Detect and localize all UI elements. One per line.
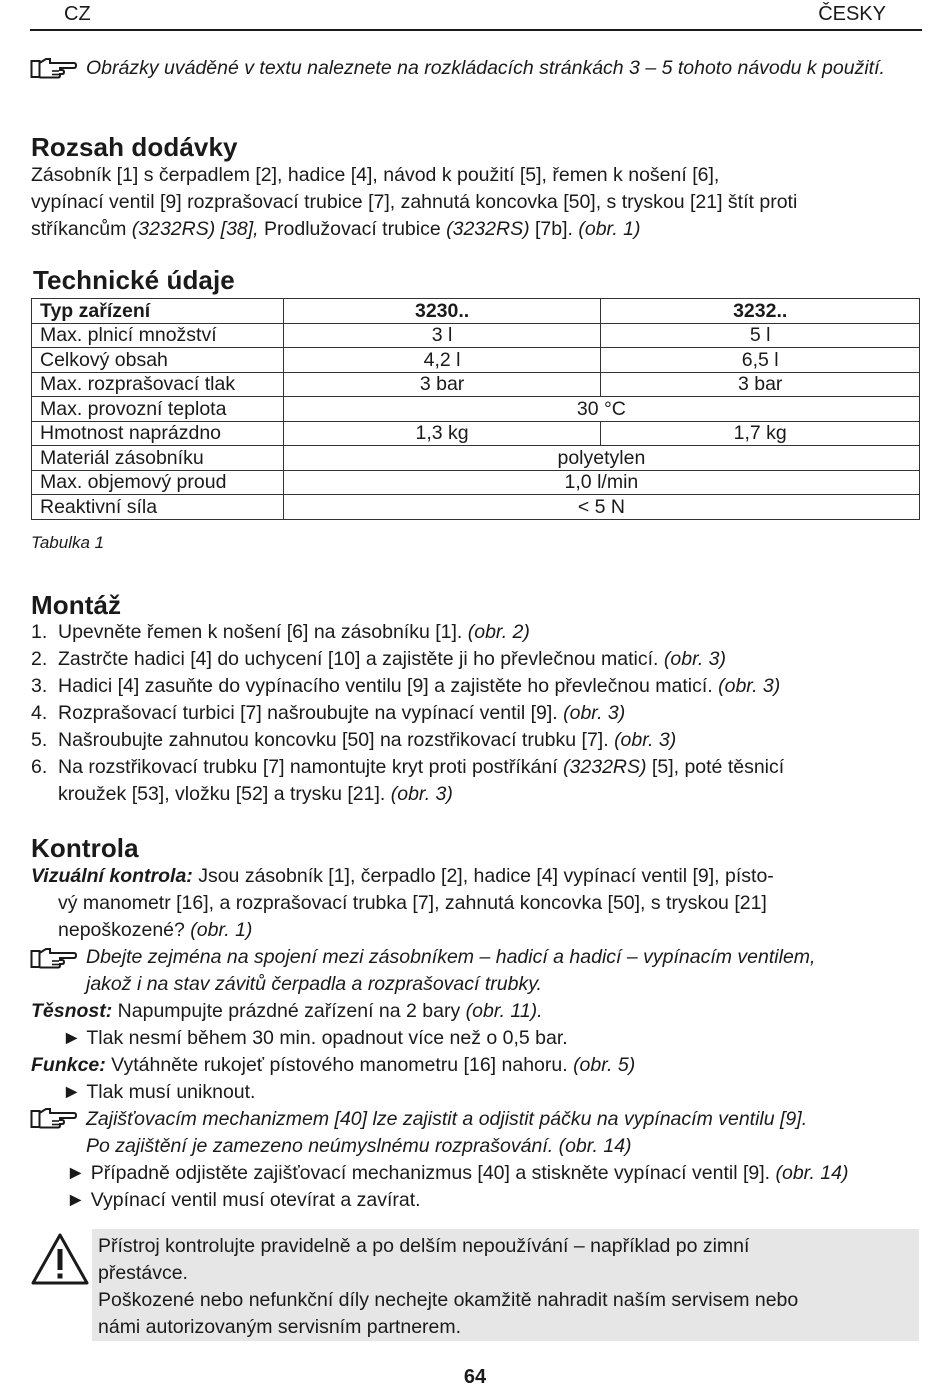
arrow-right-icon: ► [66, 1162, 86, 1184]
tightness-label: Těsnost: [31, 1000, 113, 1022]
scope-model: (3232RS) [38], [131, 218, 259, 240]
step-number: 1. [31, 621, 48, 643]
visual-check-line-2: vý manometr [16], a rozprašovací trubka [7], zahnutá koncovka [50], s tryskou [21] [58, 892, 767, 914]
step-text: [5], poté těsnicí [646, 756, 785, 778]
note-lock-2: Po zajištění je zamezeno neúmyslnému rozprašování. (obr. 14) [86, 1135, 632, 1157]
visual-check-line-3 [58, 917, 252, 944]
table-row [32, 446, 920, 471]
result-text: Tlak nesmí během 30 min. opadnout více než o 0,5 bar. [86, 1027, 568, 1049]
check-title: Kontrola [31, 833, 139, 863]
step-text: Na rozstřikovací trubku [7] namontujte kryt proti postříkání [58, 756, 564, 778]
figure-ref: (obr. 1) [578, 218, 641, 240]
language-name: ČESKY [818, 3, 886, 25]
table-row [32, 348, 920, 373]
table-cell: < 5 N [283, 495, 919, 520]
table-row [32, 470, 920, 495]
list-item [31, 646, 921, 673]
visual-check-text: nepoškozené? [58, 919, 191, 941]
warning-line-1: Přístroj kontrolujte pravidelně a po delším nepoužívání – například po zimní [98, 1235, 750, 1257]
table-cell: polyetylen [283, 446, 919, 471]
assembly-title: Montáž [31, 590, 122, 620]
table-row [32, 421, 920, 446]
visual-check-line-1 [31, 863, 774, 890]
table-row [32, 372, 920, 397]
table-cell: Max. rozprašovací tlak [32, 372, 284, 397]
scope-text: stříkancům [31, 218, 132, 240]
list-item [31, 754, 921, 808]
tech-table [31, 298, 920, 520]
table-cell: 1,0 l/min [283, 470, 919, 495]
step-number: 2. [31, 648, 48, 670]
scope-text: Prodlužovací trubice [258, 218, 447, 240]
tightness-result [62, 1025, 568, 1052]
tightness-line [31, 998, 543, 1025]
table-cell: 4,2 l [283, 348, 601, 373]
table-header-cell: 3232.. [601, 299, 920, 324]
language-code: CZ [64, 3, 91, 25]
scope-text: [7b]. [529, 218, 579, 240]
page-header [30, 0, 922, 31]
function-line [31, 1052, 635, 1079]
step-text: Rozprašovací turbici [7] našroubujte na vypínací ventil [9]. [58, 702, 564, 724]
function-text: Vytáhněte rukojeť pístového manometru [16] nahoru. [105, 1054, 574, 1076]
warning-line-4: námi autorizovaným servisním partnerem. [98, 1316, 462, 1338]
step-text: Případně odjistěte zajišťovací mechanizmus [40] a stiskněte vypínací ventil [9]. [90, 1162, 776, 1184]
note-lock-1: Zajišťovacím mechanizmem [40] lze zajistit a odjistit páčku na vypínacím ventilu [9]. [86, 1108, 808, 1130]
function-result [62, 1079, 255, 1106]
list-item [31, 619, 921, 646]
table-cell: 1,7 kg [601, 421, 920, 446]
step-number: 3. [31, 675, 48, 697]
step-model: (3232RS) [563, 756, 647, 778]
pointing-hand-icon [30, 946, 78, 972]
lock-step-2 [66, 1187, 421, 1214]
scope-title: Rozsah dodávky [31, 132, 238, 162]
figure-ref: (obr. 3) [663, 648, 727, 670]
visual-check-text: Jsou zásobník [1], čerpadlo [2], hadice [4] vypínací ventil [9], písto- [192, 865, 774, 887]
figure-ref: (obr. 14) [775, 1162, 849, 1184]
table-cell: Max. provozní teplota [32, 397, 284, 422]
table-cell: Celkový obsah [32, 348, 284, 373]
table-cell: Max. objemový proud [32, 470, 284, 495]
function-label: Funkce: [31, 1054, 106, 1076]
table-header-row [32, 299, 920, 324]
pointing-hand-icon [30, 1106, 78, 1132]
figure-ref: (obr. 3) [563, 702, 626, 724]
table-cell: 6,5 l [601, 348, 920, 373]
table-header-cell: 3230.. [283, 299, 601, 324]
warning-line-2: přestávce. [98, 1262, 188, 1284]
table-cell: Reaktivní síla [32, 495, 284, 520]
table-cell: 30 °C [283, 397, 919, 422]
scope-model: (3232RS) [446, 218, 530, 240]
table-row [32, 397, 920, 422]
result-text: Tlak musí uniknout. [86, 1081, 256, 1103]
table-cell: 3 bar [601, 372, 920, 397]
step-text: Našroubujte zahnutou koncovku [50] na rozstřikovací trubku [7]. [58, 729, 615, 751]
tightness-text: Napumpujte prázdné zařízení na 2 bary [112, 1000, 466, 1022]
step-number: 4. [31, 702, 48, 724]
list-item [31, 673, 921, 700]
table-cell: Materiál zásobníku [32, 446, 284, 471]
table-cell: 3 bar [283, 372, 601, 397]
figure-ref: (obr. 5) [573, 1054, 636, 1076]
table-cell: Max. plnicí množství [32, 323, 284, 348]
step-text: Zastrčte hadici [4] do uchycení [10] a zajistěte ji ho převlečnou maticí. [58, 648, 664, 670]
assembly-steps [31, 619, 921, 808]
visual-check-label: Vizuální kontrola: [31, 865, 193, 887]
scope-line-1: Zásobník [1] s čerpadlem [2], hadice [4], návod k použití [5], řemen k nošení [6], [31, 164, 720, 186]
table-cell: 3 l [283, 323, 601, 348]
table-cell: 1,3 kg [283, 421, 601, 446]
arrow-right-icon: ► [62, 1027, 82, 1049]
note-connections-1: Dbejte zejména na spojení mezi zásobníkem – hadicí a hadicí – vypínacím ventilem, [86, 946, 816, 968]
arrow-right-icon: ► [62, 1081, 82, 1103]
step-number: 6. [31, 756, 48, 778]
warning-line-3: Poškozené nebo nefunkční díly nechejte okamžitě nahradit naším servisem nebo [98, 1289, 799, 1311]
list-item [31, 727, 921, 754]
tech-title: Technické údaje [33, 265, 235, 295]
warning-icon [30, 1232, 90, 1286]
step-text: kroužek [53], vložku [52] a trysku [21]. [58, 783, 391, 805]
lock-step-1 [66, 1160, 848, 1187]
table-row [32, 495, 920, 520]
intro-note: Obrázky uváděné v textu naleznete na rozkládacích stránkách 3 – 5 tohoto návodu k použití. [86, 57, 885, 79]
table-header-cell: Typ zařízení [32, 299, 284, 324]
step-number: 5. [31, 729, 48, 751]
arrow-right-icon: ► [66, 1189, 86, 1211]
figure-ref: (obr. 11). [465, 1000, 543, 1022]
step-text: Vypínací ventil musí otevírat a zavírat. [90, 1189, 421, 1211]
figure-ref: (obr. 3) [718, 675, 781, 697]
table-cell: Hmotnost naprázdno [32, 421, 284, 446]
table-cell: 5 l [601, 323, 920, 348]
figure-ref: (obr. 1) [190, 919, 253, 941]
table-caption: Tabulka 1 [31, 533, 105, 552]
table-row [32, 323, 920, 348]
figure-ref: (obr. 2) [467, 621, 530, 643]
step-text: Hadici [4] zasuňte do vypínacího ventilu [9] a zajistěte ho převlečnou maticí. [58, 675, 719, 697]
page-number: 64 [463, 1366, 487, 1388]
list-item [31, 700, 921, 727]
scope-line-2: vypínací ventil [9] rozprašovací trubice [7], zahnutá koncovka [50], s tryskou [21] štít proti [31, 191, 798, 213]
step-text: Upevněte řemen k nošení [6] na zásobníku [1]. [58, 621, 468, 643]
figure-ref: (obr. 3) [614, 729, 677, 751]
pointing-hand-icon [30, 56, 78, 82]
note-connections-2: jakož i na stav závitů čerpadla a rozprašovací trubky. [86, 973, 542, 995]
scope-line-3 [31, 216, 641, 243]
figure-ref: (obr. 3) [390, 783, 453, 805]
